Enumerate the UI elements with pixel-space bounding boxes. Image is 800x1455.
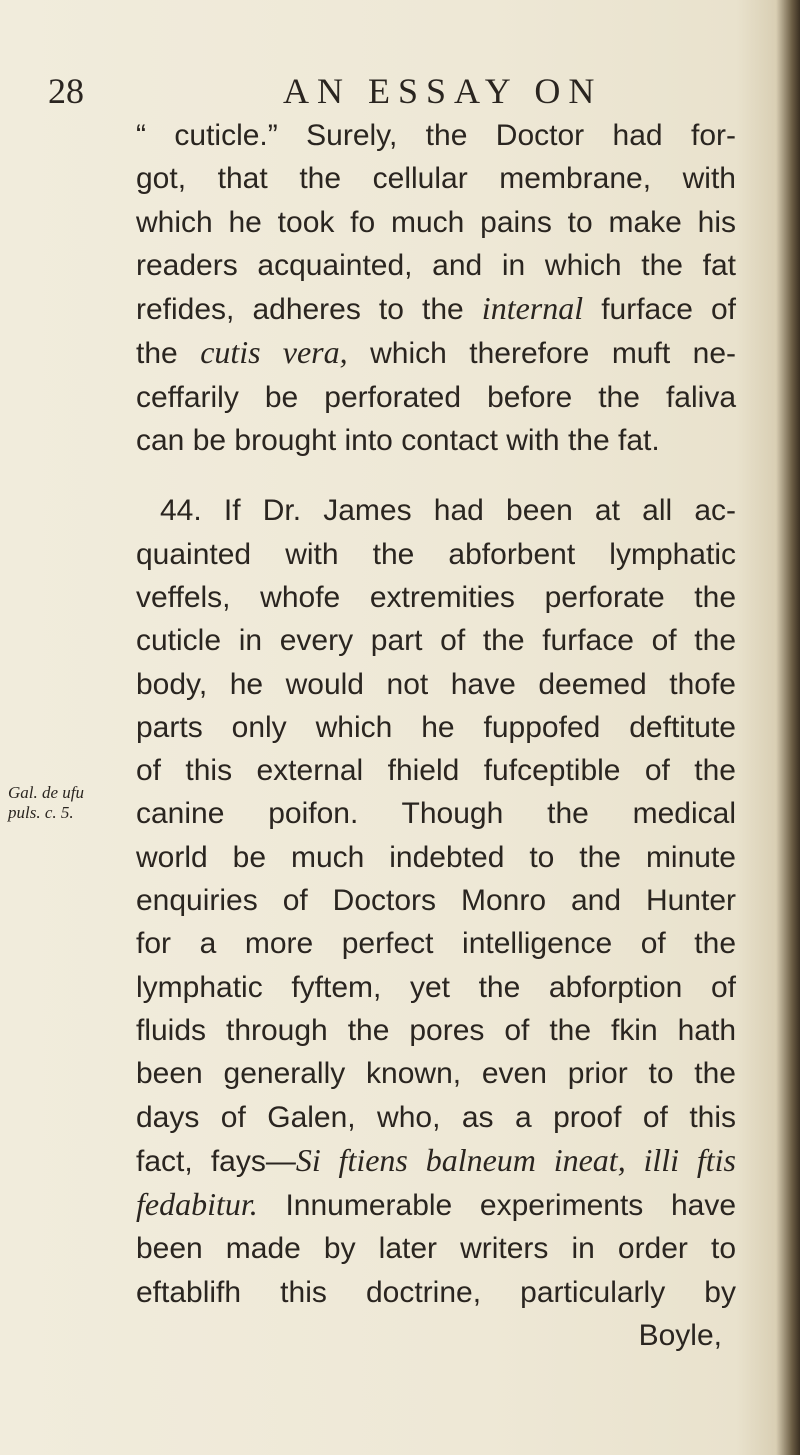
text-run: which therefore muft ne-: [347, 337, 736, 371]
text-line: enquiries of Doctors Monro and Hunter: [136, 884, 736, 918]
latin-quote: fedabitur.: [136, 1186, 258, 1223]
text-line: lymphatic fyftem, yet the abforption of: [136, 970, 736, 1004]
text-line: readers acquainted, and in which the fat: [136, 248, 736, 282]
text-line: fluids through the pores of the fkin hath: [136, 1013, 736, 1047]
paragraph-gap: [136, 462, 736, 489]
text-line: body, he would not have deemed thofe: [136, 667, 736, 701]
text-line: got, that the cellular membrane, with: [136, 162, 736, 196]
italic-term: internal: [481, 290, 584, 327]
margin-note-line: puls. c. 5.: [8, 803, 74, 822]
text-line: ceffarily be perforated before the faliva: [136, 380, 736, 414]
text-line: “ cuticle.” Surely, the Doctor had for-: [136, 119, 736, 152]
text-line: [136, 1139, 736, 1183]
text-line: of this external fhield fufceptible of the: [136, 754, 736, 788]
text-line: parts only which he fuppofed deftitute: [136, 710, 736, 744]
text-line: [136, 1183, 736, 1227]
page-header: [48, 70, 748, 120]
text-line: days of Galen, who, as a proof of this: [136, 1100, 736, 1134]
text-line: 44. If Dr. James had been at all ac-: [160, 494, 736, 528]
text-line: which he took fo much pains to make his: [136, 205, 736, 239]
body-text: [136, 114, 736, 1357]
page-number: 28: [48, 71, 84, 111]
latin-quote: Si ftiens balneum ineat, illi ftis: [295, 1141, 737, 1178]
text-run: Innumerable experiments have: [285, 1189, 736, 1223]
text-run: fact, fays—: [136, 1144, 296, 1178]
text-line: canine poifon. Though the medical: [136, 797, 736, 831]
text-line: eftablifh this doctrine, particularly by: [136, 1275, 736, 1309]
text-line: world be much indebted to the minute: [136, 840, 736, 874]
text-line: cuticle in every part of the furface of the: [136, 624, 736, 658]
text-line: been made by later writers in order to: [136, 1232, 736, 1266]
text-run: the: [136, 337, 201, 371]
margin-note: [8, 783, 128, 823]
margin-note-line: Gal. de ufu: [8, 783, 85, 802]
text-line: been generally known, even prior to the: [136, 1057, 736, 1091]
running-head: AN ESSAY ON: [283, 71, 603, 111]
text-line: for a more perfect intelligence of the: [136, 927, 736, 961]
text-run: furface of: [583, 293, 736, 327]
italic-term: cutis vera,: [200, 334, 348, 371]
text-run: refides, adheres to the: [136, 293, 482, 327]
catchword: Boyle,: [638, 1319, 722, 1353]
text-line: veffels, whofe extremities perforate the: [136, 580, 736, 614]
text-line: [136, 331, 736, 375]
text-line: can be brought into contact with the fat.: [136, 424, 660, 458]
text-line: [136, 287, 736, 331]
text-line: quainted with the abforbent lymphatic: [136, 537, 736, 571]
